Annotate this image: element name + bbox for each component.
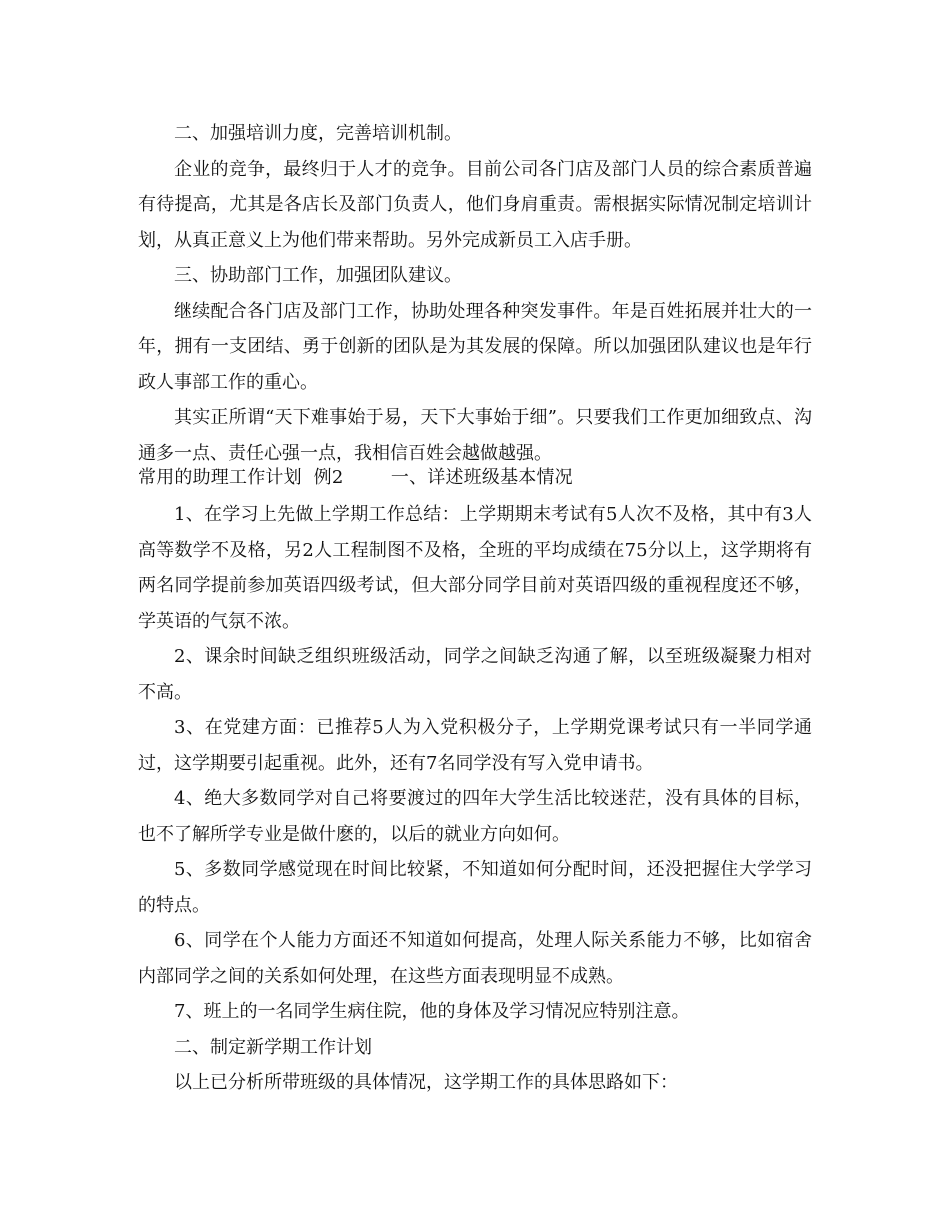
- section-title-text: 常用的助理工作计划 例2 一、详述班级基本情况: [138, 467, 573, 488]
- section-a: [138, 116, 812, 471]
- paragraph-competition: 企业的竞争，最终归于人才的竞争。目前公司各门店及部门人员的综合素质普遍有待提高，尤其是各店长及部门负责人，他们身肩重责。需根据实际情况制定培训计划，从真正意义上为他们带来帮助。另外完成新员工入店手册。: [138, 158, 812, 251]
- item-2: 2、课余时间缺乏组织班级活动，同学之间缺乏沟通了解，以至班级凝聚力相对不高。: [138, 646, 812, 703]
- item-7: 7、班上的一名同学生病住院，他的身体及学习情况应特别注意。: [174, 1001, 690, 1022]
- section-b: [138, 497, 812, 1101]
- paragraph-cooperation: 继续配合各门店及部门工作，协助处理各种突发事件。年是百姓拓展并壮大的一年，拥有一支团结、勇于创新的团队是为其发展的保障。所以加强团队建议也是年行政人事部工作的重心。: [138, 300, 812, 393]
- paragraph-summary: 以上已分析所带班级的具体情况，这学期工作的具体思路如下：: [174, 1072, 678, 1093]
- item-1: 1、在学习上先做上学期工作总结：上学期期末考试有5人次不及格，其中有3人高等数学不及格，另2人工程制图不及格，全班的平均成绩在75分以上，这学期将有两名同学提前参加英语四级考试，但大部分同学目前对英语四级的重视程度还不够，学英语的气氛不浓。: [138, 504, 812, 632]
- section-title: [138, 466, 838, 490]
- item-4: 4、绝大多数同学对自己将要渡过的四年大学生活比较迷茫，没有具体的目标，也不了解所学专业是做什麽的，以后的就业方向如何。: [138, 788, 812, 845]
- paragraph-quote: 其实正所谓“天下难事始于易，天下大事始于细”。只要我们工作更加细致点、沟通多一点、责任心强一点，我相信百姓会越做越强。: [138, 407, 812, 464]
- heading-training: 二、加强培训力度，完善培训机制。: [174, 123, 462, 144]
- item-5: 5、多数同学感觉现在时间比较紧，不知道如何分配时间，还没把握住大学学习的特点。: [138, 859, 812, 916]
- item-3: 3、在党建方面：已推荐5人为入党积极分子，上学期党课考试只有一半同学通过，这学期要引起重视。此外，还有7名同学没有写入党申请书。: [138, 717, 812, 774]
- item-6: 6、同学在个人能力方面还不知道如何提高，处理人际关系能力不够，比如宿舍内部同学之间的关系如何处理，在这些方面表现明显不成熟。: [138, 930, 812, 987]
- heading-team: 三、协助部门工作，加强团队建议。: [174, 265, 462, 286]
- heading-new-plan: 二、制定新学期工作计划: [174, 1036, 372, 1058]
